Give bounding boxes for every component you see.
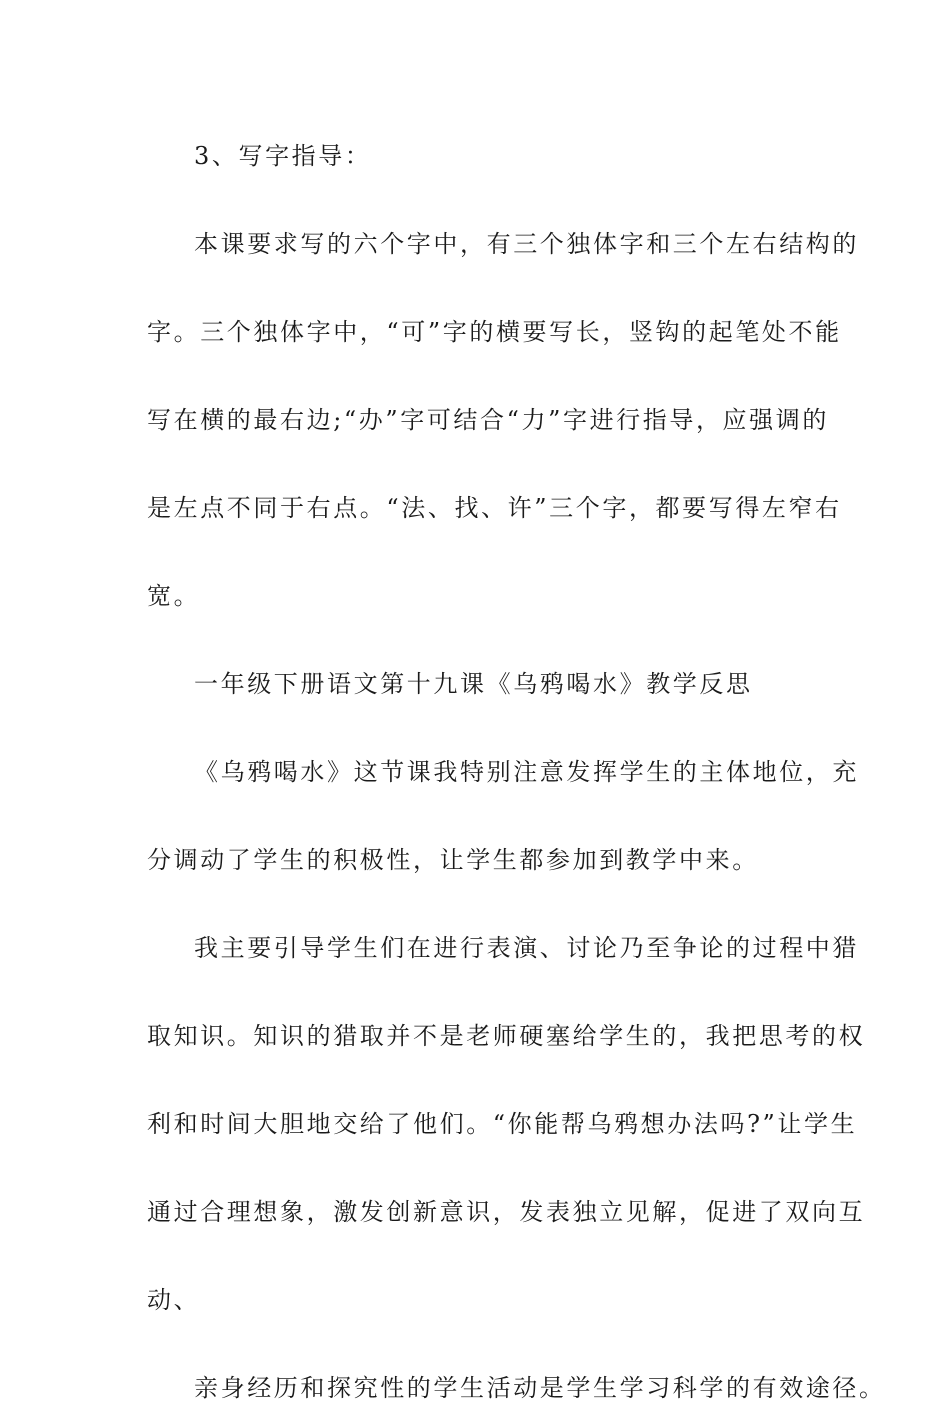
paragraph-line: 取知识。知识的猎取并不是老师硬塞给学生的，我把思考的权 [147,1022,866,1050]
document-body [147,128,886,1416]
paragraph-line: 写在横的最右边;“办”字可结合“力”字进行指导，应强调的 [147,406,829,434]
section-heading: 3、写字指导： [194,142,372,170]
paragraph-line: 分调动了学生的积极性，让学生都参加到教学中来。 [147,846,759,874]
paragraph-line: 亲身经历和探究性的学生活动是学生学习科学的有效途径。 [194,1374,886,1402]
paragraph-line: 我主要引导学生们在进行表演、讨论乃至争论的过程中猎 [194,934,859,962]
paragraph-line: 是左点不同于右点。“法、找、许”三个字，都要写得左窄右 [147,494,842,522]
paragraph-line: 动、 [147,1286,201,1314]
paragraph-line: 字。三个独体字中，“可”字的横要写长，竖钩的起笔处不能 [147,318,842,346]
article-title: 一年级下册语文第十九课《乌鸦喝水》教学反思 [194,670,753,698]
paragraph-line: 宽。 [147,582,201,610]
paragraph-line: 利和时间大胆地交给了他们。“你能帮乌鸦想办法吗?”让学生 [147,1110,858,1138]
paragraph-line: 《乌鸦喝水》这节课我特别注意发挥学生的主体地位，充 [194,758,859,786]
paragraph-line: 通过合理想象，激发创新意识，发表独立见解，促进了双向互 [147,1198,866,1226]
paragraph-line: 本课要求写的六个字中，有三个独体字和三个左右结构的 [194,230,859,258]
